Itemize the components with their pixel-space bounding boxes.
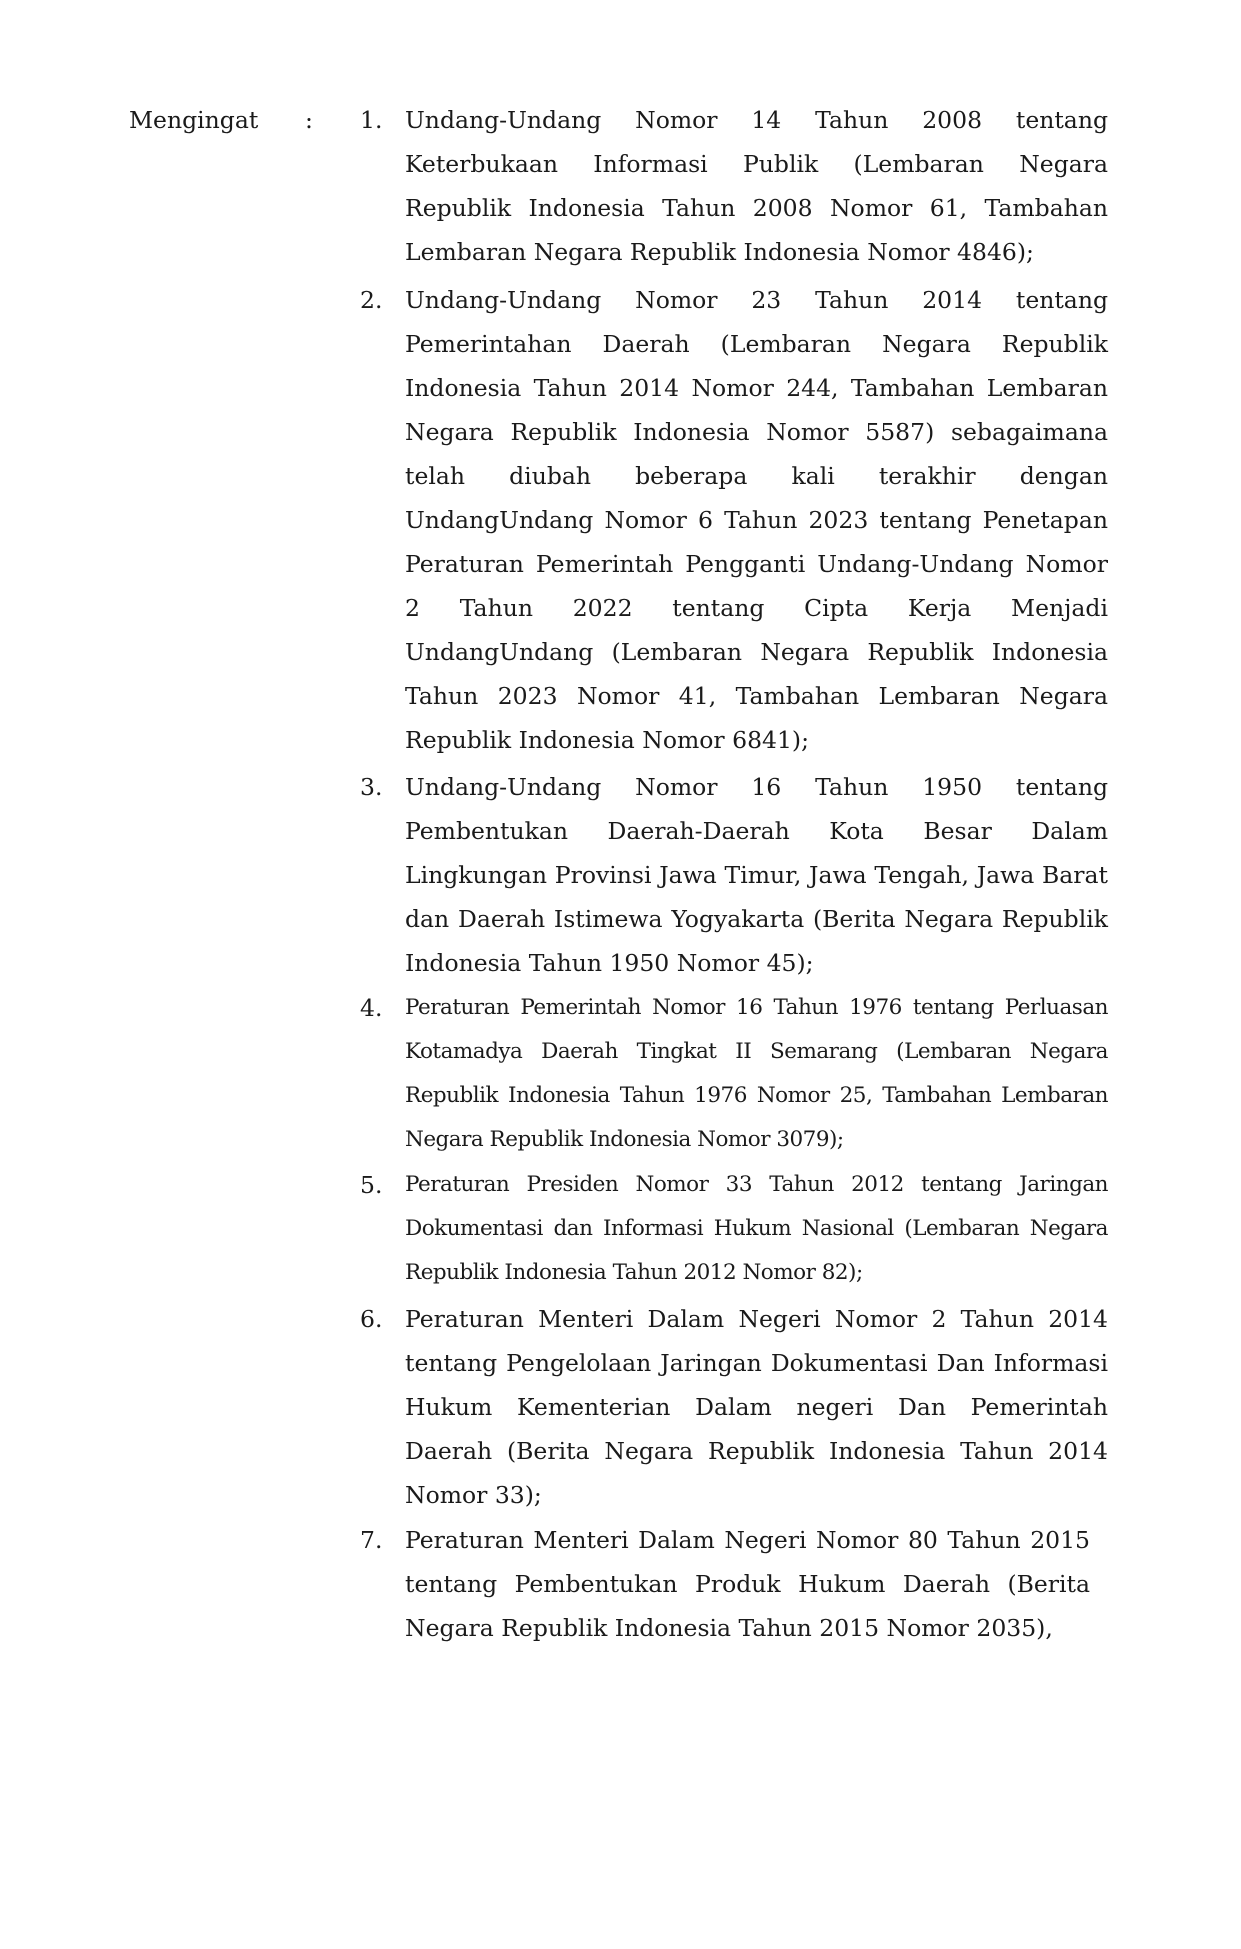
item-number: 2.: [360, 286, 383, 314]
item-number: 5.: [360, 1171, 383, 1199]
item-text: Peraturan Menteri Dalam Negeri Nomor 80 Tahun 2015 tentang Pembentukan Produk Hukum Daerah (Berita Negara Republik Indonesia Tahun 2015 Nomor 2035),: [405, 1526, 1090, 1642]
item-text: Undang-Undang Nomor 16 Tahun 1950 tentang Pembentukan Daerah-Daerah Kota Besar Dalam Lingkungan Provinsi Jawa Timur, Jawa Tengah, Jawa Barat dan Daerah Istimewa Yogyakarta (Berita Negara Republik Indonesia Tahun 1950 Nomor 45);: [405, 773, 1108, 977]
item-text: Peraturan Menteri Dalam Negeri Nomor 2 Tahun 2014 tentang Pengelolaan Jaringan Dokumentasi Dan Informasi Hukum Kementerian Dalam negeri Dan Pemerintah Daerah (Berita Negara Republik Indonesia Tahun 2014 Nomor 33);: [405, 1305, 1108, 1509]
item-text: Undang-Undang Nomor 14 Tahun 2008 tentang Keterbukaan Informasi Publik (Lembaran Negara Republik Indonesia Tahun 2008 Nomor 61, Tambahan Lembaran Negara Republik Indonesia Nomor 4846);: [405, 106, 1108, 266]
item-text: Undang-Undang Nomor 23 Tahun 2014 tentang Pemerintahan Daerah (Lembaran Negara Republik Indonesia Tahun 2014 Nomor 244, Tambahan Lembaran Negara Republik Indonesia Nomor 5587) sebagaimana telah diubah beberapa kali terakhir dengan UndangUndang Nomor 6 Tahun 2023 tentang Penetapan Peraturan Pemerintah Pengganti Undang-Undang Nomor 2 Tahun 2022 tentang Cipta Kerja Menjadi UndangUndang (Lembaran Negara Republik Indonesia Tahun 2023 Nomor 41, Tambahan Lembaran Negara Republik Indonesia Nomor 6841);: [405, 286, 1108, 754]
item-number: 4.: [360, 994, 383, 1022]
item-number: 3.: [360, 773, 383, 801]
section-label: Mengingat: [129, 106, 259, 134]
item-text: Peraturan Pemerintah Nomor 16 Tahun 1976 tentang Perluasan Kotamadya Daerah Tingkat II Semarang (Lembaran Negara Republik Indonesia Tahun 1976 Nomor 25, Tambahan Lembaran Negara Republik Indonesia Nomor 3079);: [405, 995, 1108, 1152]
section-colon: :: [305, 106, 313, 134]
item-text: Peraturan Presiden Nomor 33 Tahun 2012 tentang Jaringan Dokumentasi dan Informasi Hukum Nasional (Lembaran Negara Republik Indonesia Tahun 2012 Nomor 82);: [405, 1172, 1108, 1285]
item-number: 1.: [360, 106, 383, 134]
item-number: 6.: [360, 1305, 383, 1333]
item-number: 7.: [360, 1526, 383, 1554]
